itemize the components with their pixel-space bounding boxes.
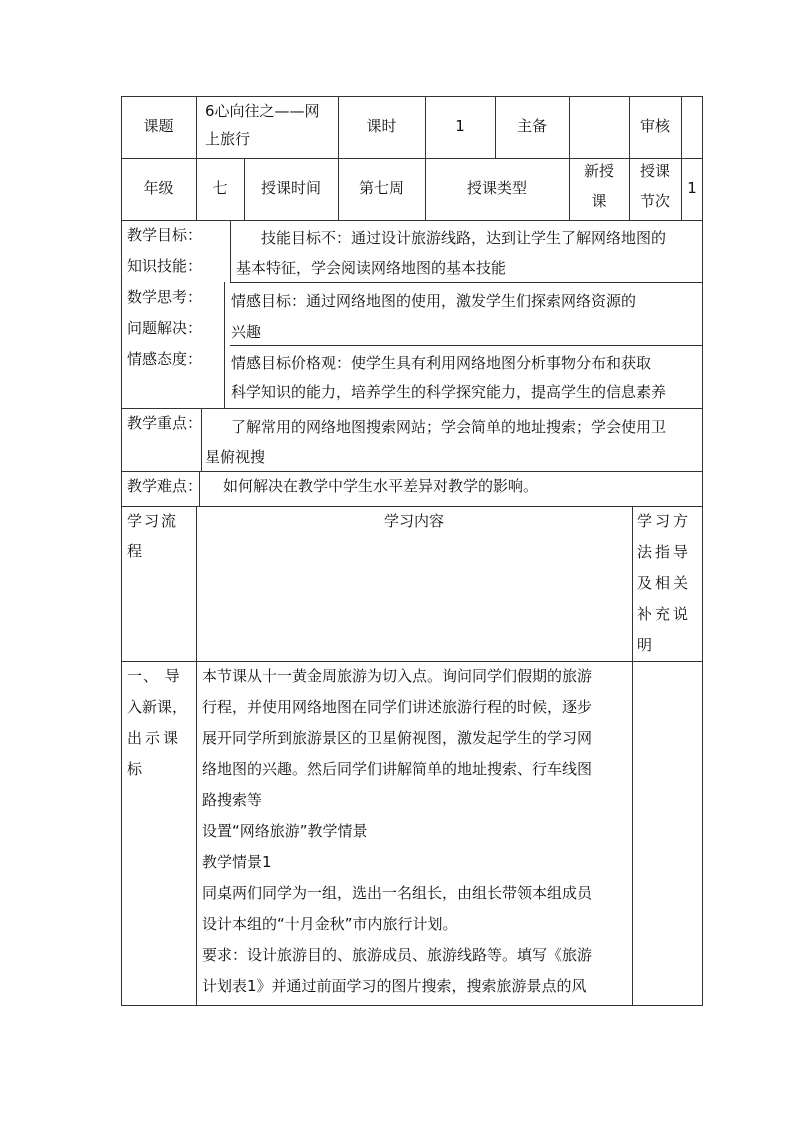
- difficulty-text: 如何解决在教学中学生水平差异对教学的影响。: [223, 477, 539, 495]
- time-label: 授课时间: [260, 179, 321, 197]
- session-label-line1: 授课: [639, 162, 670, 180]
- step1-para-line: 路搜索等: [202, 791, 263, 809]
- topic-value-line2: 上旅行: [205, 130, 251, 148]
- content-header: 学习内容: [383, 512, 444, 530]
- rule-bottom: [121, 1005, 703, 1006]
- hours-value: 1: [455, 117, 465, 135]
- type-value-line1: 新授: [583, 162, 614, 180]
- session-label-line2: 节次: [639, 192, 670, 210]
- emotion-objective-line1: 情感目标：通过网络地图的使用，激发学生们探索网络资源的: [231, 292, 637, 310]
- rule-v: [681, 96, 682, 158]
- focus-line1: 了解常用的网络地图搜索网站；学会简单的地址搜索；学会使用卫: [231, 418, 667, 436]
- lead-label: 主备: [516, 117, 547, 135]
- type-label: 授课类型: [466, 179, 527, 197]
- step1-label-line: 标: [127, 760, 143, 778]
- method-header-line: 明: [637, 636, 653, 654]
- grade-label: 年级: [143, 179, 174, 197]
- rule-v: [224, 282, 225, 408]
- values-objective-line1: 情感目标价格观：使学生具有利用网络地图分析事物分布和获取: [231, 354, 652, 372]
- objective-label: 教学目标：: [127, 226, 203, 244]
- step1-group-line: 设计本组的“十月金秋”市内旅行计划。: [202, 915, 458, 933]
- session-value: 1: [687, 179, 697, 197]
- time-value: 第七周: [358, 179, 404, 197]
- method-header-line: 补充说: [637, 605, 692, 623]
- lesson-plan-table: [121, 96, 703, 1006]
- objective-label: 知识技能：: [127, 257, 203, 275]
- rule-v: [230, 220, 231, 283]
- rule-v: [196, 96, 197, 158]
- step1-group-line: 同桌两们同学为一组，选出一名组长，由组长带领本组成员: [202, 884, 593, 902]
- skill-objective-line1: 技能目标不：通过设计旅游线路，达到让学生了解网络地图的: [261, 229, 667, 247]
- emotion-objective-line2: 兴趣: [231, 323, 262, 341]
- difficulty-label: 教学难点：: [127, 477, 203, 495]
- rule-v: [569, 96, 570, 158]
- step1-para-line: 展开同学所到旅游景区的卫星俯视图，激发起学生的学习网: [202, 729, 593, 747]
- step1-para-line: 行程，并使用网络地图在同学们讲述旅游行程的时候，逐步: [202, 698, 593, 716]
- rule-v: [196, 506, 197, 1006]
- step1-req-line: 计划表1》并通过前面学习的图片搜索，搜索旅游景点的风: [202, 977, 587, 995]
- objective-label: 数学思考：: [127, 288, 203, 306]
- flow-header-line1: 学习流: [127, 512, 179, 530]
- step1-label-line: 一、 导: [127, 667, 181, 685]
- rule-obj3: [121, 408, 703, 409]
- rule-right: [702, 96, 703, 1006]
- step1-scene: 教学情景1: [202, 853, 272, 871]
- step1-para-line: 络地图的兴趣。然后同学们讲解简单的地址搜索、行车线图: [202, 760, 593, 778]
- method-header-line: 学习方: [637, 512, 692, 530]
- hours-label: 课时: [366, 117, 397, 135]
- step1-label-line: 出示课: [127, 729, 182, 747]
- method-header-line: 法指导: [637, 543, 692, 561]
- focus-label: 教学重点：: [127, 414, 203, 432]
- objective-label: 问题解决：: [127, 319, 203, 337]
- topic-label: 课题: [143, 117, 174, 135]
- type-value-line2: 课: [591, 192, 607, 210]
- step1-req-line: 要求：设计旅游目的、旅游成员、旅游线路等。填写《旅游: [202, 946, 593, 964]
- review-label: 审核: [639, 117, 670, 135]
- rule-r2: [121, 220, 703, 221]
- grade-value: 七: [212, 179, 228, 197]
- method-header-line: 及相关: [637, 574, 692, 592]
- topic-value-line1: 6心向往之——网: [205, 102, 320, 120]
- rule-obj2: [230, 345, 703, 346]
- values-objective-line2: 科学知识的能力，培养学生的科学探究能力，提高学生的信息素养: [231, 383, 667, 401]
- flow-header-line2: 程: [127, 542, 143, 560]
- focus-line2: 星俯视搜: [205, 448, 266, 466]
- step1-label-line: 入新课，: [127, 698, 188, 716]
- step1-para-line: 本节课从十一黄金周旅游为切入点。询问同学们假期的旅游: [202, 667, 593, 685]
- skill-objective-line2: 基本特征，学会阅读网络地图的基本技能: [236, 259, 507, 277]
- objective-label: 情感态度：: [127, 350, 203, 368]
- step1-setup: 设置“网络旅游”教学情景: [202, 822, 368, 840]
- rule-v: [632, 506, 633, 1006]
- rule-left: [121, 96, 122, 1006]
